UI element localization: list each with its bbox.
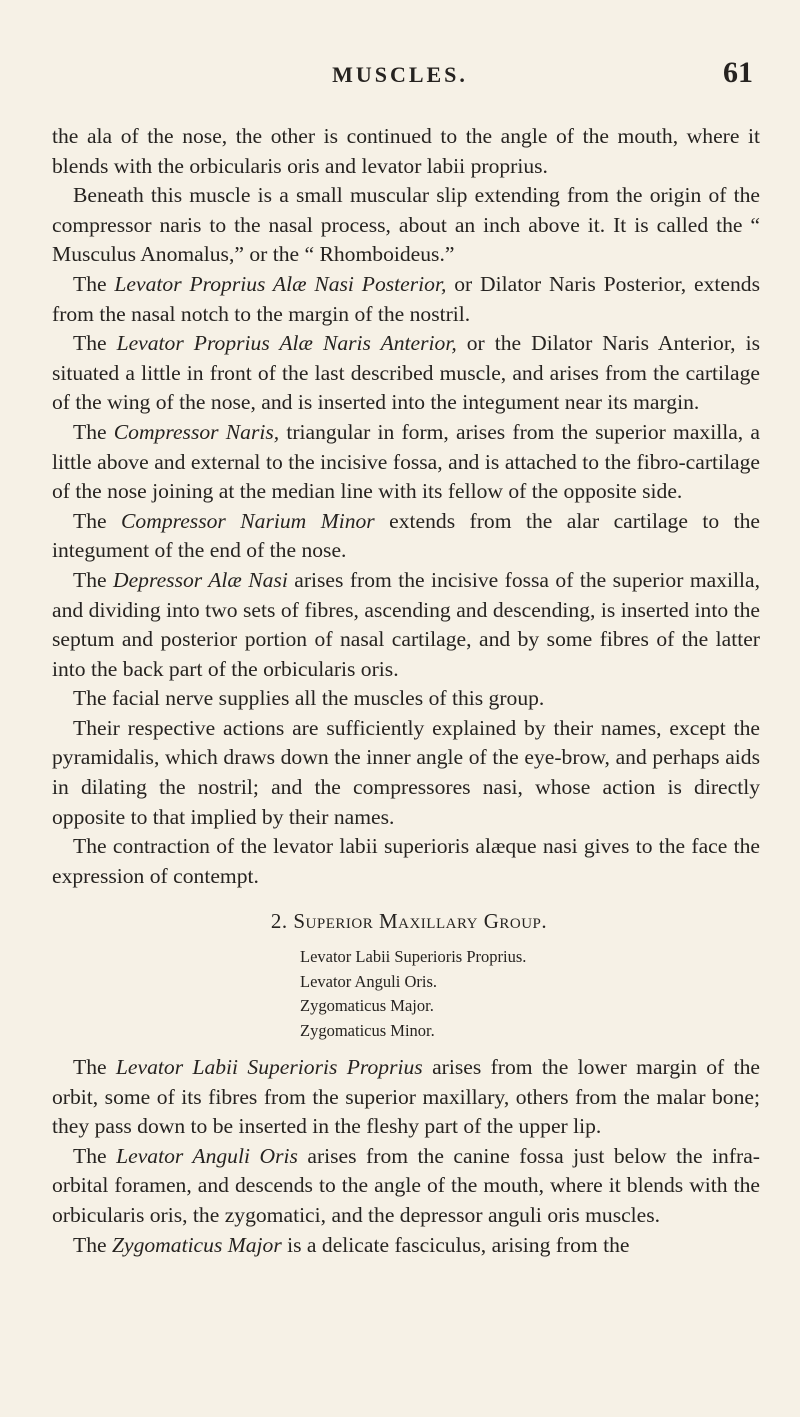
paragraph-text: or Dilator Naris Posterior, extends from the nasal notch to the margin of the nostril. (52, 271, 760, 326)
muscle-list-item: Zygomaticus Major. (300, 996, 434, 1016)
paragraph-text: is a delicate fasciculus, arising from the (281, 1232, 630, 1257)
page-number: 61 (723, 56, 753, 89)
paragraph (52, 122, 760, 181)
paragraph-lead: The (73, 508, 122, 533)
paragraph (52, 1142, 760, 1231)
paragraph-text: Beneath this muscle is a small muscular slip extending from the origin of the compressor naris to the nasal process, about an inch above it. It is called the “ Musculus Anomalus,” or the “ Rhomboideus.” (52, 183, 760, 267)
paragraph (52, 329, 760, 418)
paragraph (52, 1053, 760, 1142)
muscle-list-item: Zygomaticus Minor. (300, 1020, 435, 1040)
paragraph-text: the ala of the nose, the other is continued to the angle of the mouth, where it blends with the orbicularis oris and levator labii proprius. (52, 124, 760, 178)
muscle-name: Levator Proprius Alæ Nasi Posterior, (114, 271, 447, 296)
muscle-name: Levator Labii Superioris Proprius (115, 1055, 423, 1080)
paragraph-text: Their respective actions are sufficiently explained by their names, except the pyramidalis, which draws down the inner angle of the eye-brow, and perhaps aids in dilating the nostril; and the compressores nasi, whose action is directly opposite to that implied by their names. (52, 715, 760, 829)
paragraph-text: arises from the canine fossa just below the infra-orbital foramen, and descends to the angle of the mouth, where it blends with the orbicularis oris, the zygomatici, and the depressor anguli oris muscles. (52, 1143, 760, 1227)
paragraph (52, 684, 760, 714)
paragraph-text: triangular in form, arises from the superior maxilla, a little above and external to the incisive fossa, and is attached to the fibro-cartilage of the nose joining at the median line with its fellow of the opposite side. (52, 419, 760, 504)
paragraph-lead: The (73, 1232, 112, 1257)
paragraph (52, 832, 760, 891)
muscle-list-item: Levator Labii Superioris Proprius. (300, 947, 527, 967)
paragraph (52, 1231, 760, 1261)
running-head-title: MUSCLES. (332, 62, 468, 87)
paragraph-lead: The (73, 1055, 116, 1080)
paragraph-lead: The (73, 1143, 117, 1168)
muscle-name: Zygomaticus Major (111, 1232, 282, 1257)
paragraph-lead: The (73, 331, 117, 356)
paragraph (52, 566, 760, 684)
muscle-name: Compressor Naris, (113, 419, 280, 444)
body-text (52, 122, 760, 1260)
muscle-name: Depressor Alæ Nasi (113, 567, 288, 592)
muscle-list-item: Levator Anguli Oris. (300, 971, 438, 991)
paragraph-lead: The (73, 271, 115, 296)
muscle-name: Compressor Narium Minor (121, 508, 375, 533)
paragraph-text: arises from the lower margin of the orbit, some of its fibres from the superior maxillary, others from the malar bone; they pass down to be inserted in the fleshy part of the upper lip. (52, 1055, 760, 1139)
paragraph-text: arises from the incisive fossa of the superior maxilla, and dividing into two sets of fibres, ascending and descending, is inserted into the septum and posterior portion of nasal cartilage, and by some fibres of the latter into the back part of the orbicularis oris. (52, 567, 760, 681)
running-head (0, 56, 800, 92)
paragraph-text: The contraction of the levator labii superioris alæque nasi gives to the face the expression of contempt. (52, 834, 760, 888)
muscle-name: Levator Proprius Alæ Naris Anterior, (116, 331, 457, 356)
paragraph-group-nasal (52, 122, 760, 891)
muscle-list (300, 945, 760, 1043)
paragraph (52, 270, 760, 329)
paragraph-lead: The (73, 419, 114, 444)
paragraph (52, 507, 760, 566)
paragraph (52, 418, 760, 507)
paragraph-text: or the Dilator Naris Anterior, is situated a little in front of the last described muscle, and arises from the cartilage of the wing of the nose, and is inserted into the integument near its margin. (52, 331, 760, 415)
paragraph-lead: The (73, 567, 113, 592)
paragraph (52, 181, 760, 270)
muscle-name: Levator Anguli Oris (116, 1143, 298, 1168)
section-heading: 2. Superior Maxillary Group. (270, 909, 548, 934)
paragraph-group-maxillary (52, 1053, 760, 1260)
paragraph-text: extends from the alar cartilage to the integument of the end of the nose. (52, 508, 760, 563)
paragraph (52, 714, 760, 832)
paragraph-text: The facial nerve supplies all the muscles of this group. (73, 686, 545, 711)
